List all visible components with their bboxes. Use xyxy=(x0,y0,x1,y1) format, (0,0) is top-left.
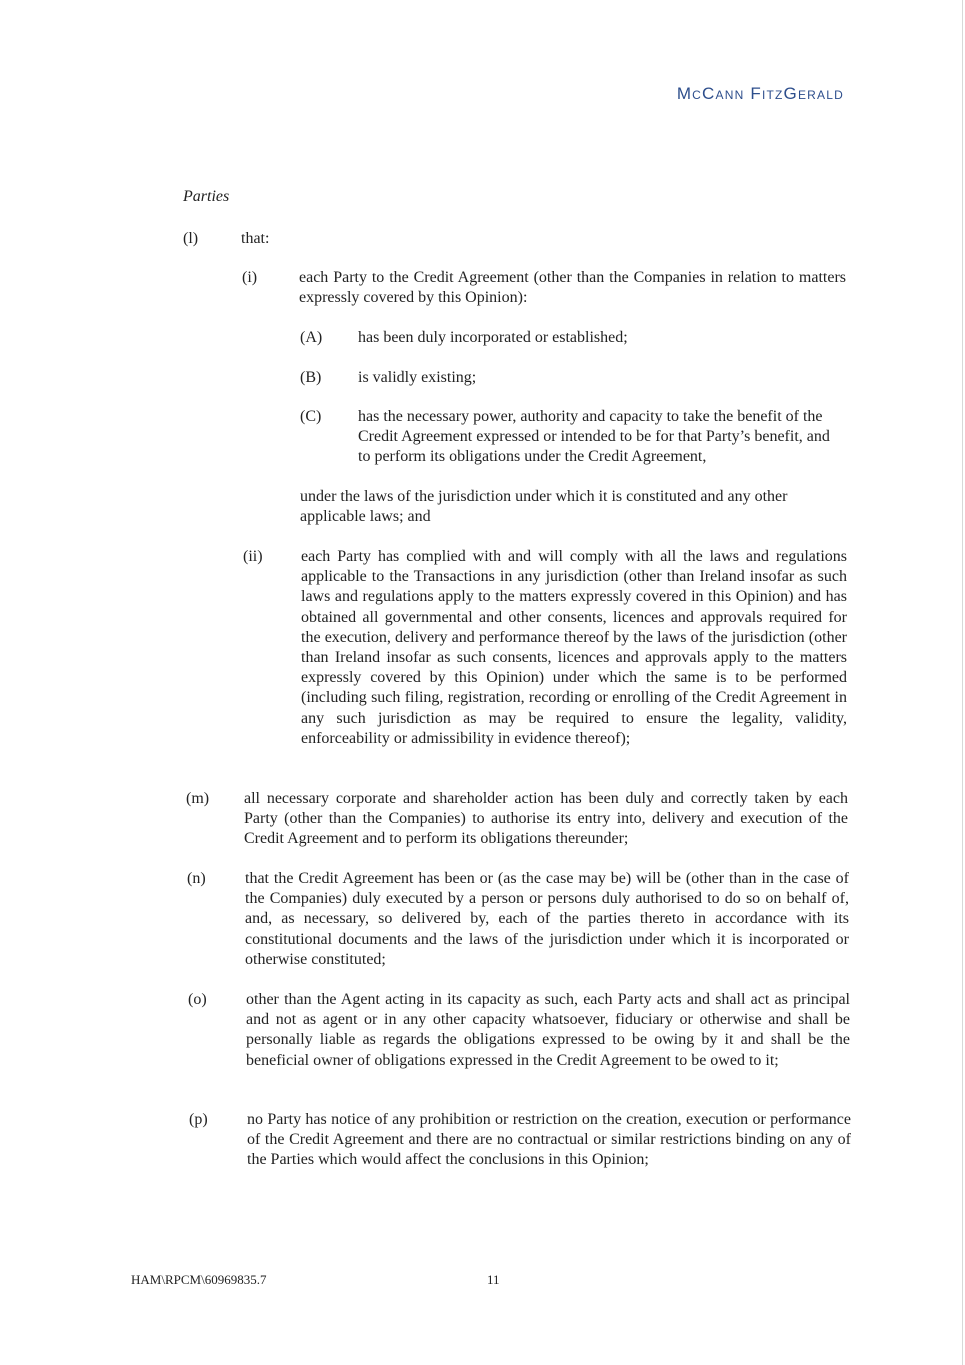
item-l-i-A-label: (A) xyxy=(300,329,323,346)
item-l-ii-text: each Party has complied with and will comply with all the laws and regulations applicable to the Transactions in any jurisdiction (other than Ireland insofar as such laws and regulations apply to the matters expressly covered in this Opinion) and has obtained all governmental and other consents, licences and approvals required for the execution, delivery and performance thereof by the laws of the jurisdiction (other than Ireland insofar as such consents, licences and approvals apply to the matters expressly covered by this Opinion) under which the same is to be performed (including such filing, registration, recording or enrolling of the Credit Agreement in any such jurisdiction as may be required to ensure the legality, validity, enforceability or admissibility in evidence thereof); xyxy=(301,548,847,747)
item-l-i-tail-text: under the laws of the jurisdiction under which it is constituted and any other applicable laws; and xyxy=(300,488,788,526)
item-l-i-C-text: has the necessary power, authority and capacity to take the benefit of the Credit Agreement expressed or intended to be for that Party’s benefit, and to perform its obligations under the Credit Agreement, xyxy=(358,408,830,466)
item-p-label: (p) xyxy=(189,1111,208,1128)
section-heading: Parties xyxy=(183,188,230,205)
page-edge xyxy=(962,0,963,1365)
item-l-i-C-label: (C) xyxy=(300,408,322,425)
item-o-text: other than the Agent acting in its capacity as such, each Party acts and shall act as principal and not as agent or in any other capacity whatsoever, fiduciary or otherwise and shall be personally liable as regards the obligations expressed to be owing by it and shall be the beneficial owner of obligations expressed in the Credit Agreement to be owed to it; xyxy=(246,991,850,1069)
item-n-label: (n) xyxy=(187,870,206,887)
item-p-text: no Party has notice of any prohibition or restriction on the creation, execution or performance of the Credit Agreement and there are no contractual or similar restrictions binding on any of the Parties which would affect the conclusions in this Opinion; xyxy=(247,1111,851,1169)
item-l-i-A-text: has been duly incorporated or established; xyxy=(358,329,628,346)
item-l-i-text: each Party to the Credit Agreement (other than the Companies in relation to matters expressly covered by this Opinion): xyxy=(299,269,846,307)
item-m-label: (m) xyxy=(186,790,210,807)
firm-logo: McCann FitzGerald xyxy=(676,84,844,103)
item-m-text: all necessary corporate and shareholder action has been duly and correctly taken by each Party (other than the Companies) to authorise its entry into, delivery and execution of the Credit Agreement and to perform its obligations thereunder; xyxy=(244,790,848,848)
item-l-i-B-text: is validly existing; xyxy=(358,369,477,386)
item-l-i-B-label: (B) xyxy=(300,369,322,386)
document-reference: HAM\RPCM\60969835.7 xyxy=(131,1272,267,1287)
item-l-label: (l) xyxy=(183,230,199,247)
item-n-text: that the Credit Agreement has been or (as the case may be) will be (other than in the case of the Companies) duly executed by a person or persons duly authorised to do so on behalf of, and, as necessary, so delivered by, each of the parties thereto in accordance with its constitutional documents and the laws of the jurisdiction under which it is incorporated or otherwise constituted; xyxy=(245,870,849,968)
item-l-ii-label: (ii) xyxy=(243,548,263,565)
item-l-text: that: xyxy=(241,230,270,247)
item-l-i-label: (i) xyxy=(242,269,258,286)
item-o-label: (o) xyxy=(188,991,207,1008)
page-number: 11 xyxy=(487,1272,500,1287)
